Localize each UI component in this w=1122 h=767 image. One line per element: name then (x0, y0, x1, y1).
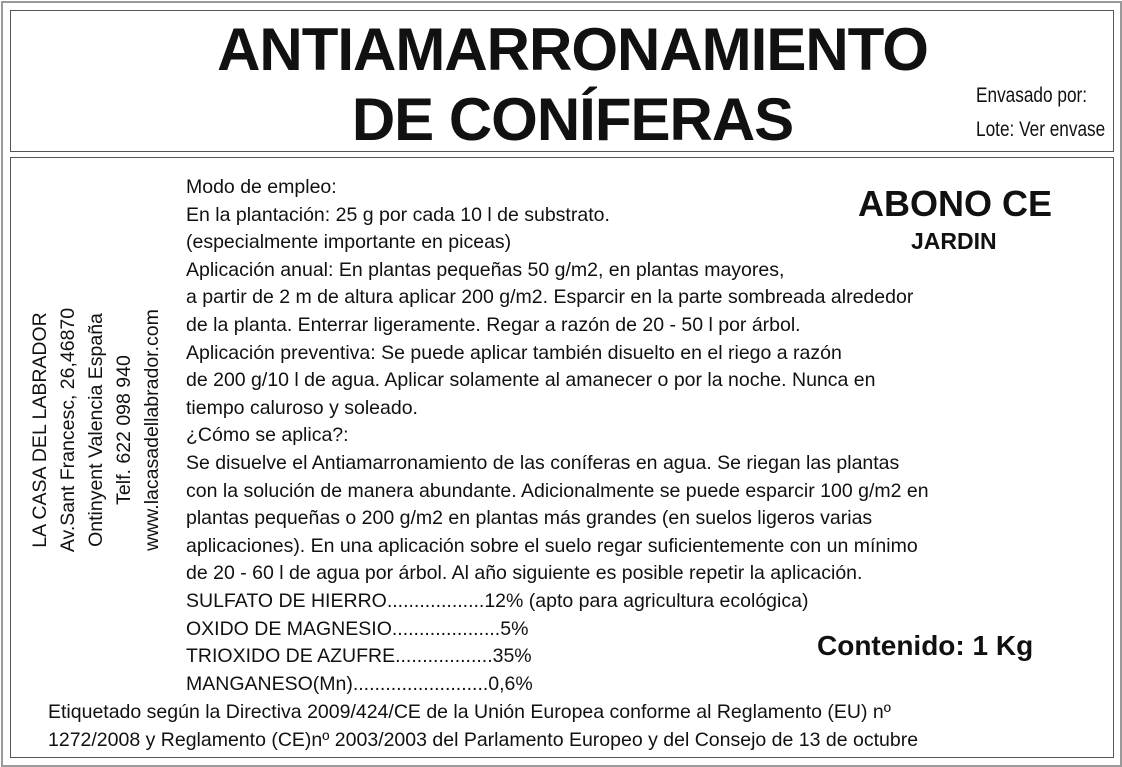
instruction-line: Se disuelve el Antiamarronamiento de las coníferas en agua. Se riegan las plantas (186, 451, 900, 474)
instruction-line: MANGANESO(Mn).........................0,6% (186, 672, 533, 695)
instruction-line: plantas pequeñas o 200 g/m2 en plantas más grandes (en suelos ligeros varias (186, 507, 873, 530)
company-info (26, 265, 186, 595)
product-title-line2: DE CONÍFERAS (351, 86, 794, 153)
usage-instructions (186, 174, 929, 698)
footer-line: 1272/2008 y Reglamento (CE)nº 2003/2003 del Parlamento Europeo y del Consejo de 13 de octubre (48, 729, 919, 751)
company-city: Ontinyent Valencia España (85, 313, 107, 547)
instruction-line: Aplicación anual: En plantas pequeñas 50 g/m2, en plantas mayores, (186, 258, 785, 281)
instruction-line: de 200 g/10 l de agua. Aplicar solamente al amanecer o por la noche. Nunca en (186, 369, 876, 392)
instruction-line: (especialmente importante en piceas) (186, 231, 512, 254)
batch-number: Lote: Ver envase (976, 118, 1106, 141)
regulatory-footer (48, 698, 918, 754)
instruction-line: OXIDO DE MAGNESIO....................5% (186, 617, 529, 640)
instruction-line: Modo de empleo: (186, 176, 337, 198)
instruction-line: TRIOXIDO DE AZUFRE..................35% (186, 645, 532, 668)
instruction-line: con la solución de manera abundante. Adicionalmente se puede esparcir 100 g/m2 en (186, 479, 929, 502)
footer-line: Etiquetado según la Directiva 2009/424/CE de la Unión Europea conforme al Reglamento (EU) nº (48, 701, 891, 723)
instruction-line: de 20 - 60 l de agua por árbol. Al año siguiente es posible repetir la aplicación. (186, 562, 863, 585)
instruction-line: de la planta. Enterrar ligeramente. Regar a razón de 20 - 50 l por árbol. (186, 313, 801, 336)
product-title-line1: ANTIAMARRONAMIENTO (217, 16, 928, 83)
instruction-line: aplicaciones). En una aplicación sobre el suelo regar suficientemente con un mínimo (186, 534, 918, 557)
instruction-line: En la plantación: 25 g por cada 10 l de substrato. (186, 203, 610, 226)
net-content: Contenido: 1 Kg (817, 630, 1034, 661)
instruction-line: Aplicación preventiva: Se puede aplicar también disuelto en el riego a razón (186, 341, 842, 364)
instruction-line: tiempo caluroso y soleado. (186, 396, 418, 419)
instruction-line: ¿Cómo se aplica?: (186, 424, 349, 447)
company-phone: Telf. 622 098 940 (113, 355, 135, 505)
company-website: www.lacasadellabrador.com (141, 309, 163, 551)
packaged-by: Envasado por: (976, 84, 1088, 107)
instruction-line: a partir de 2 m de altura aplicar 200 g/m2. Esparcir en la parte sombreada alrededor (186, 286, 914, 309)
product-type: ABONO CE (858, 183, 1053, 224)
product-subtype: JARDIN (911, 228, 997, 254)
company-address: Av.Sant Francesc, 26,46870 (57, 307, 79, 553)
company-name: LA CASA DEL LABRADOR (29, 312, 51, 548)
instruction-line: SULFATO DE HIERRO..................12% (apto para agricultura ecológica) (186, 589, 809, 612)
